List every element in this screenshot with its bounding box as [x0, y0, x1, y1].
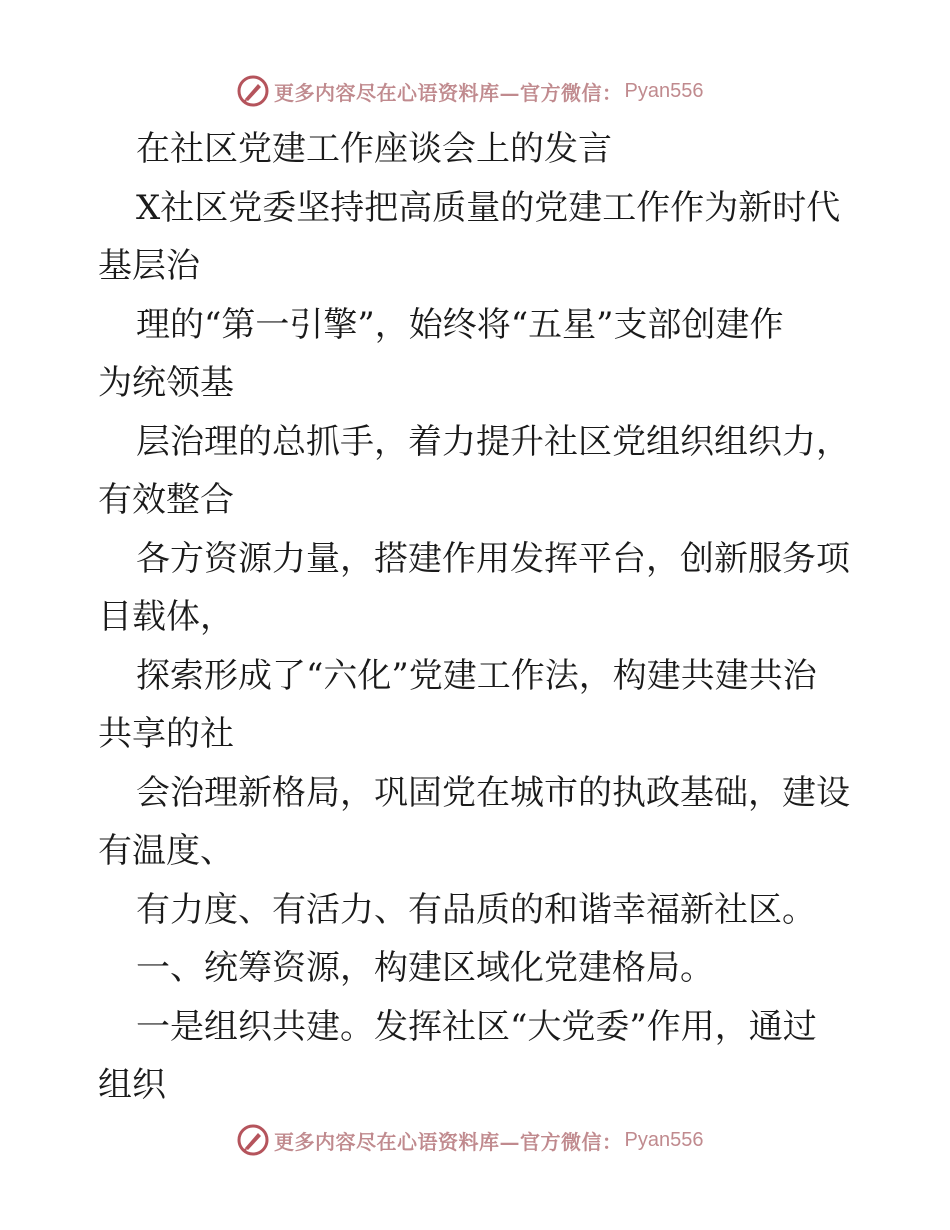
paragraph-line: X社区党委坚持把高质量的党建工作作为新时代 [136, 187, 841, 228]
watermark-text: 更多内容尽在心语资料库—官方微信： [274, 1129, 623, 1154]
pen-logo-icon [236, 74, 270, 108]
paragraph-line: 有温度、 [98, 831, 234, 871]
paragraph-line: 基层治 [98, 246, 200, 286]
paragraph-line: 在社区党建工作座谈会上的发言 [136, 129, 612, 169]
pen-logo-icon [236, 1123, 270, 1157]
document-body [98, 120, 858, 1115]
paragraph-line: 层治理的总抓手，着力提升社区党组织组织力， [136, 421, 850, 462]
paragraph-line: 组织 [98, 1065, 166, 1105]
watermark-wechat-id: Pyan556 [624, 1128, 704, 1151]
paragraph-line: 目载体， [98, 597, 234, 637]
header-watermark [236, 74, 703, 108]
watermark-text: 更多内容尽在心语资料库—官方微信： [274, 80, 623, 105]
paragraph-line: 一是组织共建。发挥社区“大党委”作用，通过 [136, 1006, 817, 1047]
paragraph-line: 各方资源力量，搭建作用发挥平台，创新服务项 [136, 538, 850, 579]
section-heading: 一、统筹资源，构建区域化党建格局。 [136, 948, 714, 988]
paragraph-line: 会治理新格局，巩固党在城市的执政基础，建设 [136, 772, 850, 813]
paragraph-line: 探索形成了“六化”党建工作法，构建共建共治 [136, 655, 817, 696]
paragraph-line: 有效整合 [98, 480, 234, 520]
paragraph-line: 共享的社 [98, 714, 234, 754]
paragraph-line: 为统领基 [98, 363, 234, 403]
paragraph-line: 理的“第一引擎”，始终将“五星”支部创建作 [136, 304, 784, 345]
paragraph-line: 有力度、有活力、有品质的和谐幸福新社区。 [136, 889, 816, 930]
footer-watermark [236, 1123, 703, 1157]
watermark-wechat-id: Pyan556 [624, 79, 704, 102]
